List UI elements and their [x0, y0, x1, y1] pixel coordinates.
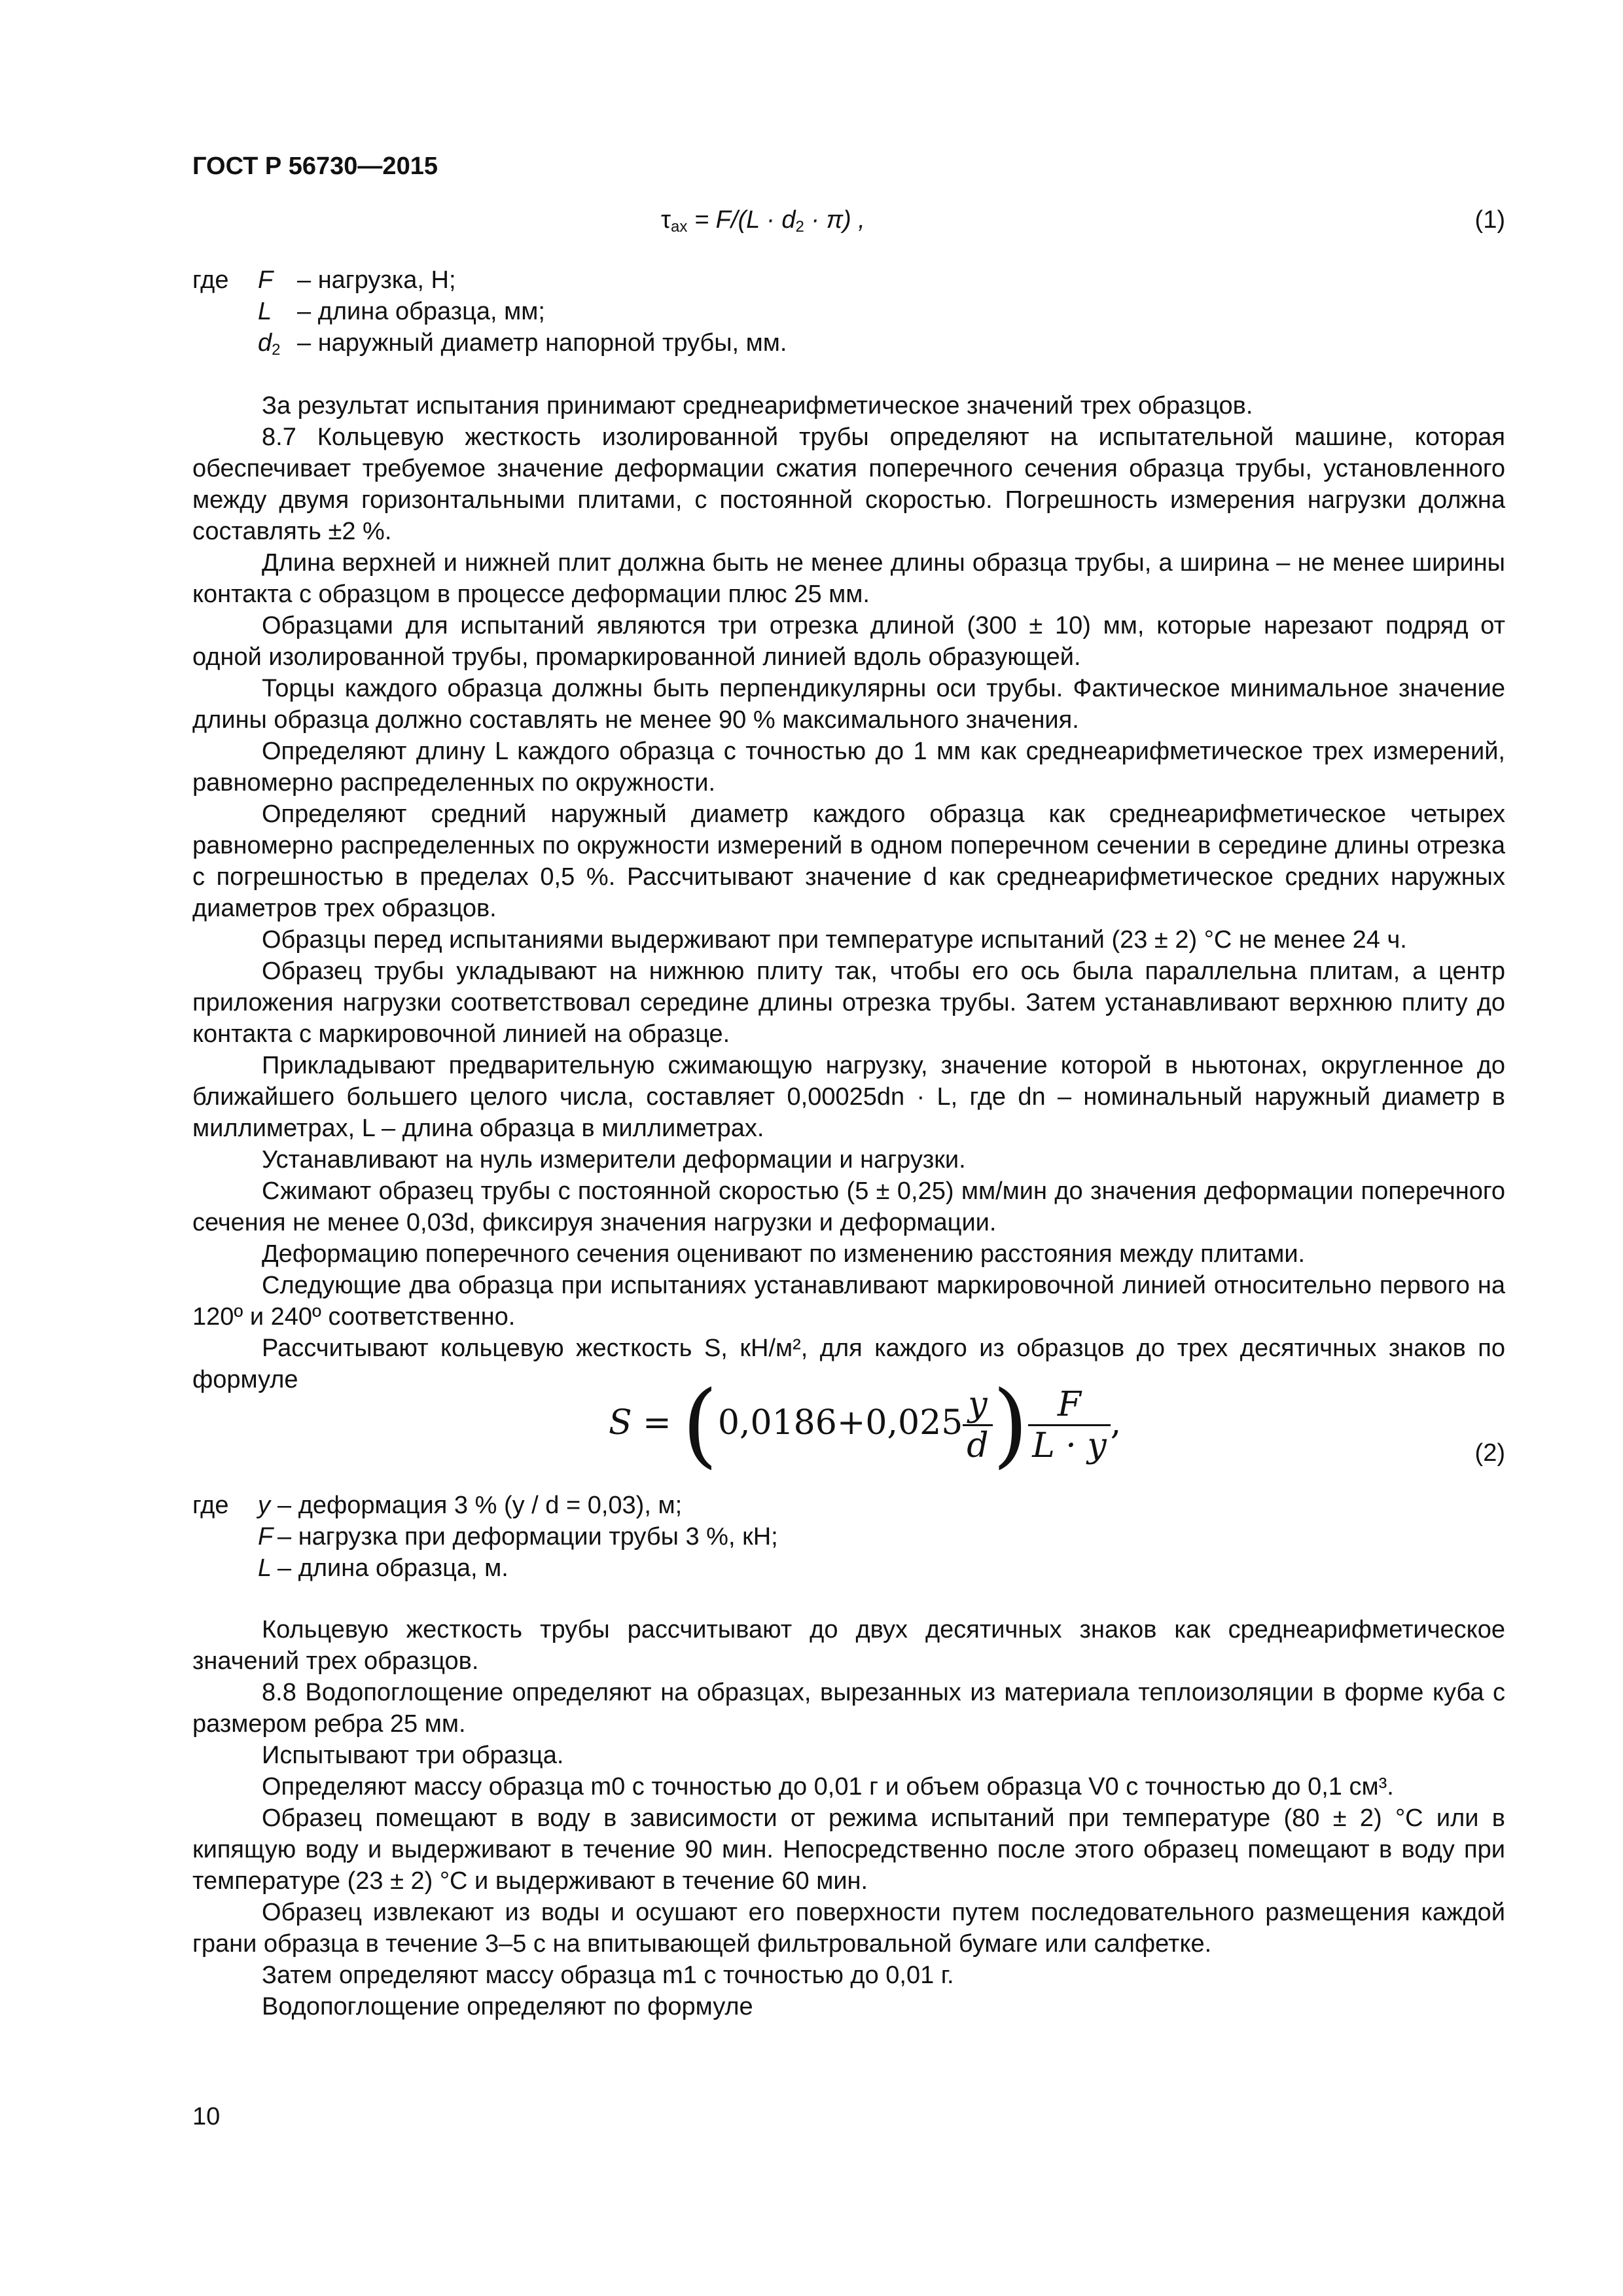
paragraph: 8.8 Водопоглощение определяют на образцах, вырезанных из материала теплоизоляции в форме куба с размером ребра 25 мм. — [192, 1679, 1505, 1738]
equation-number-2: (2) — [1474, 1439, 1505, 1467]
page-number: 10 — [192, 2103, 221, 2130]
paragraph: Образец извлекают из воды и осушают его поверхности путем последовательного размещения каждой грани образца в течение 3–5 с на впитывающей фильтровальной бумаге или салфетке. — [192, 1899, 1505, 1958]
formula-1: $\tau_{ax} = F/(L \cdot d_2 \cdot \pi)$ , — [661, 206, 865, 236]
where-row: $d_2$ – наружный диаметр напорной трубы, мм. — [258, 329, 787, 359]
paragraph: Образцы перед испытаниями выдерживают при температуре испытаний (23 ± 2) °С не менее 24 ч. — [262, 926, 1407, 954]
paragraph: Сжимают образец трубы с постоянной скоростью (5 ± 0,25) мм/мин до значения деформации поперечного сечения не менее 0,03d, фиксируя значения нагрузки и деформации. — [192, 1177, 1505, 1236]
where-row: L – длина образца, м. — [258, 1554, 508, 1582]
paragraph: Прикладывают предварительную сжимающую нагрузку, значение которой в ньютонах, округленное до ближайшего большего целого числа, составляет 0,00025dn · L, где dn – номинальный наружный диаметр в миллиметрах, L – длина образца в миллиметрах. — [192, 1052, 1505, 1142]
where-row: где F – нагрузка, Н; — [192, 266, 456, 294]
paragraph: Кольцевую жесткость трубы рассчитывают до двух десятичных знаков как среднеарифметическое значений трех образцов. — [192, 1616, 1505, 1675]
paragraph: Испытывают три образца. — [262, 1742, 564, 1769]
paragraph: Образец трубы укладывают на нижнюю плиту так, чтобы его ось была параллельна плитам, а центр приложения нагрузки соответствовал середине длины отрезка трубы. Затем устанавливают верхнюю плиту до контакта с маркировочной линией на образце. — [192, 958, 1505, 1048]
paragraph: Длина верхней и нижней плит должна быть не менее длины образца трубы, а ширина – не менее ширины контакта с образцом в процессе деформации плюс 25 мм. — [192, 549, 1505, 608]
document-id: ГОСТ Р 56730—2015 — [192, 152, 438, 180]
body-text-section-a — [192, 390, 1505, 1395]
where-row: F – нагрузка при деформации трубы 3 %, кН; — [258, 1523, 778, 1551]
paragraph: Определяют длину L каждого образца с точностью до 1 мм как среднеарифметическое трех измерений, равномерно распределенных по окружности. — [192, 738, 1505, 797]
fraction-y-d: $\frac{y}{d}$ — [963, 1385, 992, 1465]
equation-number-1: (1) — [1474, 206, 1505, 234]
paragraph: За результат испытания принимают среднеарифметическое значений трех образцов. — [262, 392, 1253, 420]
where-list-2 — [192, 1490, 1508, 1584]
paragraph: Деформацию поперечного сечения оценивают по изменению расстояния между плитами. — [262, 1240, 1306, 1268]
paragraph: Рассчитывают кольцевую жесткость S, кН/м², для каждого из образцов до трех десятичных знаков по формуле — [192, 1335, 1505, 1393]
paragraph: Водопоглощение определяют по формуле — [262, 1993, 753, 2020]
paragraph: Образец помещают в воду в зависимости от режима испытаний при температуре (80 ± 2) °С или в кипящую воду и выдерживают в течение 90 мин. Непосредственно после этого образец помещают в воду при температуре (23 ± 2) °С и выдерживают в течение 60 мин. — [192, 1804, 1505, 1895]
paragraph: Затем определяют массу образца m1 с точностью до 0,01 г. — [262, 1962, 954, 1989]
where-row: L – длина образца, мм; — [258, 298, 545, 325]
paragraph: Торцы каждого образца должны быть перпендикулярны оси трубы. Фактическое минимальное значение длины образца должно составлять не менее 90 % максимального значения. — [192, 675, 1505, 734]
paragraph: Образцами для испытаний являются три отрезка длиной (300 ± 10) мм, которые нарезают подряд от одной изолированной трубы, промаркированной линией вдоль образующей. — [192, 612, 1505, 671]
paragraph: 8.7 Кольцевую жесткость изолированной трубы определяют на испытательной машине, которая обеспечивает требуемое значение деформации сжатия поперечного сечения образца трубы, установленного между двумя горизонтальными плитами, с постоянной скоростью. Погрешность измерения нагрузки должна составлять ±2 %. — [192, 423, 1505, 545]
formula-2: S = (0,0186+0,025 $\frac{y}{d}$ ) $\frac{F}{L \cdot y}$ , — [609, 1371, 1122, 1479]
paragraph: Определяют массу образца m0 с точностью до 0,01 г и объем образца V0 с точностью до 0,1 см³. — [262, 1773, 1394, 1801]
body-text-section-b — [192, 1614, 1505, 2022]
paragraph: Следующие два образца при испытаниях устанавливают маркировочной линией относительно первого на 120º и 240º соответственно. — [192, 1272, 1505, 1331]
fraction-f-ly: $\frac{F}{L \cdot y}$ — [1028, 1385, 1111, 1465]
paragraph: Устанавливают на нуль измерители деформации и нагрузки. — [262, 1146, 966, 1174]
paragraph: Определяют средний наружный диаметр каждого образца как среднеарифметическое четырех равномерно распределенных по окружности измерений в одном поперечном сечении в середине длины отрезка с погрешностью в пределах 0,5 %. Рассчитывают значение d как среднеарифметическое средних наружных диаметров трех образцов. — [192, 800, 1505, 922]
where-list-1 — [192, 264, 1508, 359]
where-row: где y – деформация 3 % (y / d = 0,03), м; — [192, 1492, 683, 1519]
